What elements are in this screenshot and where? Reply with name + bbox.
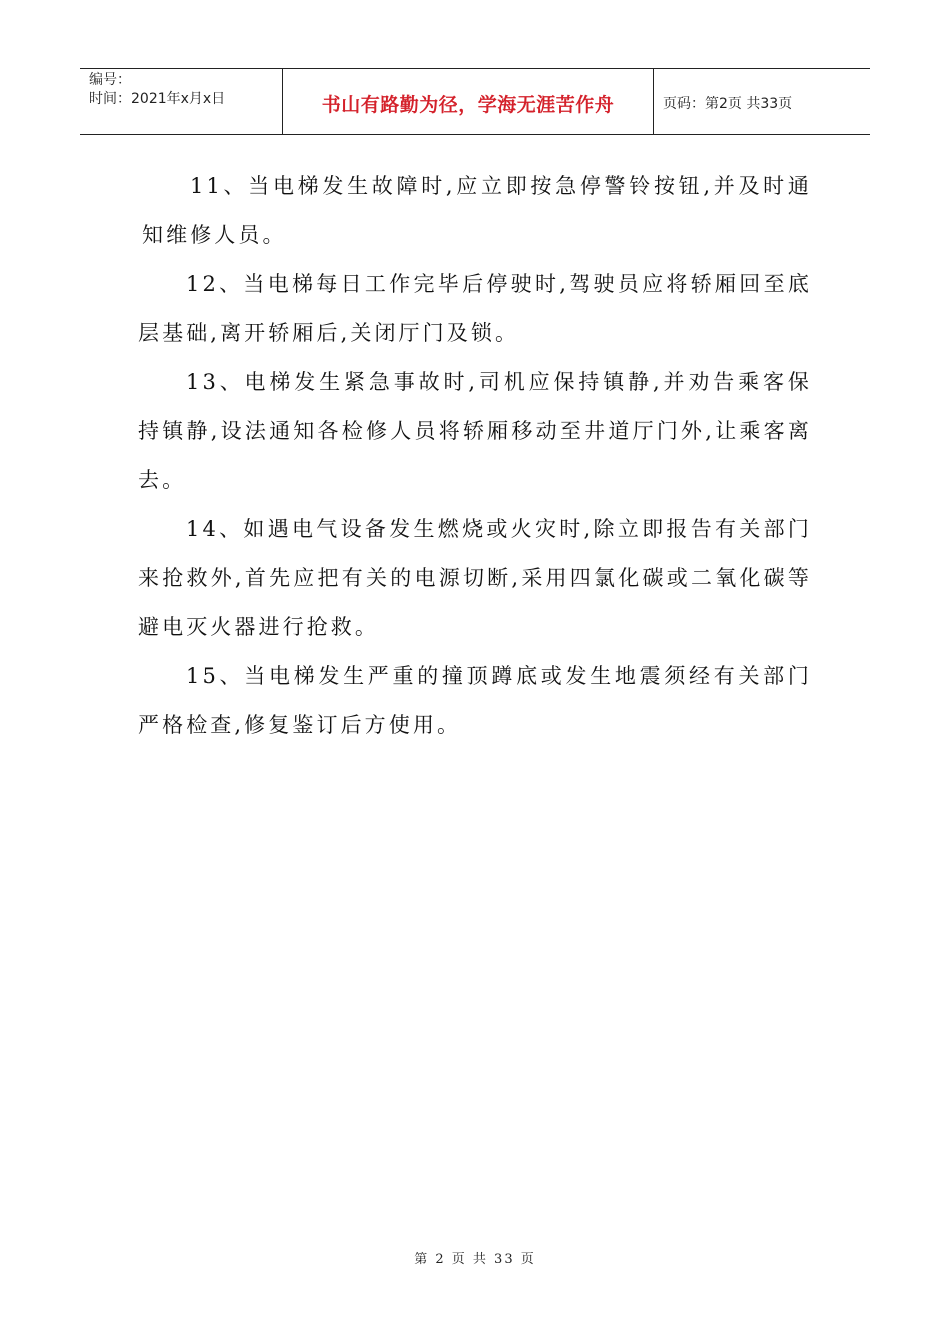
header-motto: 书山有路勤为径，学海无涯苦作舟 [282, 69, 654, 134]
paragraph-11: 11、当电梯发生故障时,应立即按急停警铃按钮,并及时通知维修人员。 [142, 174, 812, 247]
paragraph-13: 13、电梯发生紧急事故时,司机应保持镇静,并劝告乘客保持镇静,设法通知各检修人员将轿厢移动至井道厅门外,让乘客离去。 [138, 370, 812, 492]
paragraph-14: 14、如遇电气设备发生燃烧或火灾时,除立即报告有关部门来抢救外,首先应把有关的电源切断,采用四氯化碳或二氧化碳等避电灭火器进行抢救。 [138, 517, 812, 639]
header-page-info: 页码：第2页 共33页 [663, 96, 793, 112]
document-header [80, 68, 870, 135]
date-line: 时间：2021年x月x日 [89, 91, 226, 107]
header-meta [80, 69, 282, 134]
page-footer: 第 2 页 共 33 页 [414, 1252, 536, 1267]
paragraph-15: 15、当电梯发生严重的撞顶蹲底或发生地震须经有关部门严格检查,修复鉴订后方使用。 [138, 664, 812, 737]
document-body [138, 162, 812, 750]
number-label: 编号： [89, 72, 131, 88]
paragraph-12: 12、当电梯每日工作完毕后停驶时,驾驶员应将轿厢回至底层基础,离开轿厢后,关闭厅门及锁。 [138, 272, 812, 345]
